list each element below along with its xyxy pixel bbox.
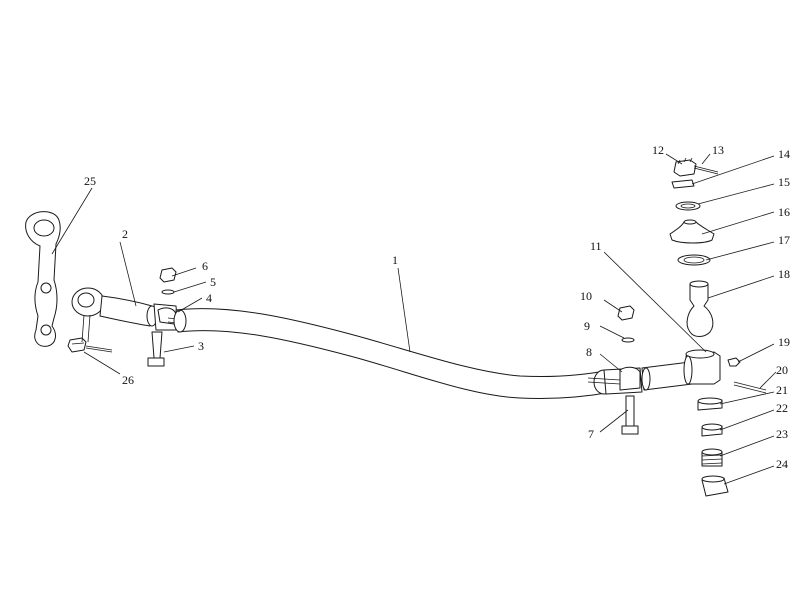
leader-13: [702, 154, 710, 164]
part-3-bolt-left: [148, 332, 164, 366]
part-2-tie-rod-end-left: [72, 288, 157, 342]
part-15-ring: [676, 202, 700, 210]
leader-9: [600, 326, 624, 338]
part-10-nut-right: [618, 306, 634, 320]
callout-21: 21: [776, 383, 788, 397]
leader-2: [120, 242, 136, 306]
callout-3: 3: [198, 339, 204, 353]
part-18-ball-stud: [687, 281, 713, 337]
callout-17: 17: [778, 233, 790, 247]
part-16-dust-boot: [670, 220, 714, 243]
part-22-bushing: [702, 424, 722, 436]
callout-10: 10: [580, 289, 592, 303]
callout-6: 6: [202, 259, 208, 273]
callout-5: 5: [210, 275, 216, 289]
leader-1: [398, 268, 410, 352]
leader-12: [666, 154, 682, 164]
callout-12: 12: [652, 143, 664, 157]
leader-14: [692, 156, 774, 184]
part-5-washer-left: [162, 290, 174, 294]
leader-10: [604, 300, 622, 312]
leader-17: [706, 242, 774, 260]
part-17-seal-ring: [678, 255, 710, 265]
callout-26: 26: [122, 373, 134, 387]
callout-8: 8: [586, 345, 592, 359]
callout-13: 13: [712, 143, 724, 157]
leader-5: [174, 282, 206, 292]
leader-26: [84, 352, 120, 374]
part-25-pitman-arm: [26, 212, 61, 347]
callout-23: 23: [776, 427, 788, 441]
part-7-bolt-right: [622, 396, 638, 434]
callout-7: 7: [588, 427, 594, 441]
callout-11: 11: [590, 239, 602, 253]
leader-21: [720, 392, 774, 404]
callout-24: 24: [776, 457, 788, 471]
part-23-spring: [702, 449, 722, 466]
callout-18: 18: [778, 267, 790, 281]
leader-19: [738, 344, 774, 362]
leader-24: [724, 466, 774, 484]
callout-2: 2: [122, 227, 128, 241]
callout-9: 9: [584, 319, 590, 333]
leader-16: [702, 212, 774, 234]
callout-22: 22: [776, 401, 788, 415]
callout-19: 19: [778, 335, 790, 349]
callout-14: 14: [778, 147, 790, 161]
part-13-cotter-pin: [694, 166, 718, 174]
leader-3: [164, 346, 194, 352]
callout-labels: [84, 143, 790, 471]
part-21-washer: [698, 398, 722, 410]
part-20-pin: [734, 382, 766, 393]
leader-15: [698, 184, 774, 204]
callout-1: 1: [392, 253, 398, 267]
leader-18: [708, 276, 774, 298]
part-14-washer: [672, 180, 694, 188]
part-8-clamp-right: [588, 367, 642, 394]
callout-20: 20: [776, 363, 788, 377]
leader-20: [760, 372, 776, 388]
callout-25: 25: [84, 174, 96, 188]
leader-11: [604, 252, 706, 352]
part-11-tie-rod-end-right: [684, 350, 720, 384]
part-1-tie-rod-tube: [174, 309, 612, 399]
part-9-washer-right: [622, 338, 634, 342]
callout-4: 4: [206, 291, 212, 305]
leader-22: [720, 410, 774, 430]
part-6-nut-left: [160, 268, 176, 282]
leader-23: [720, 436, 774, 456]
part-26-nut: [68, 338, 112, 352]
callout-16: 16: [778, 205, 790, 219]
callout-15: 15: [778, 175, 790, 189]
part-24-cap: [702, 476, 728, 496]
